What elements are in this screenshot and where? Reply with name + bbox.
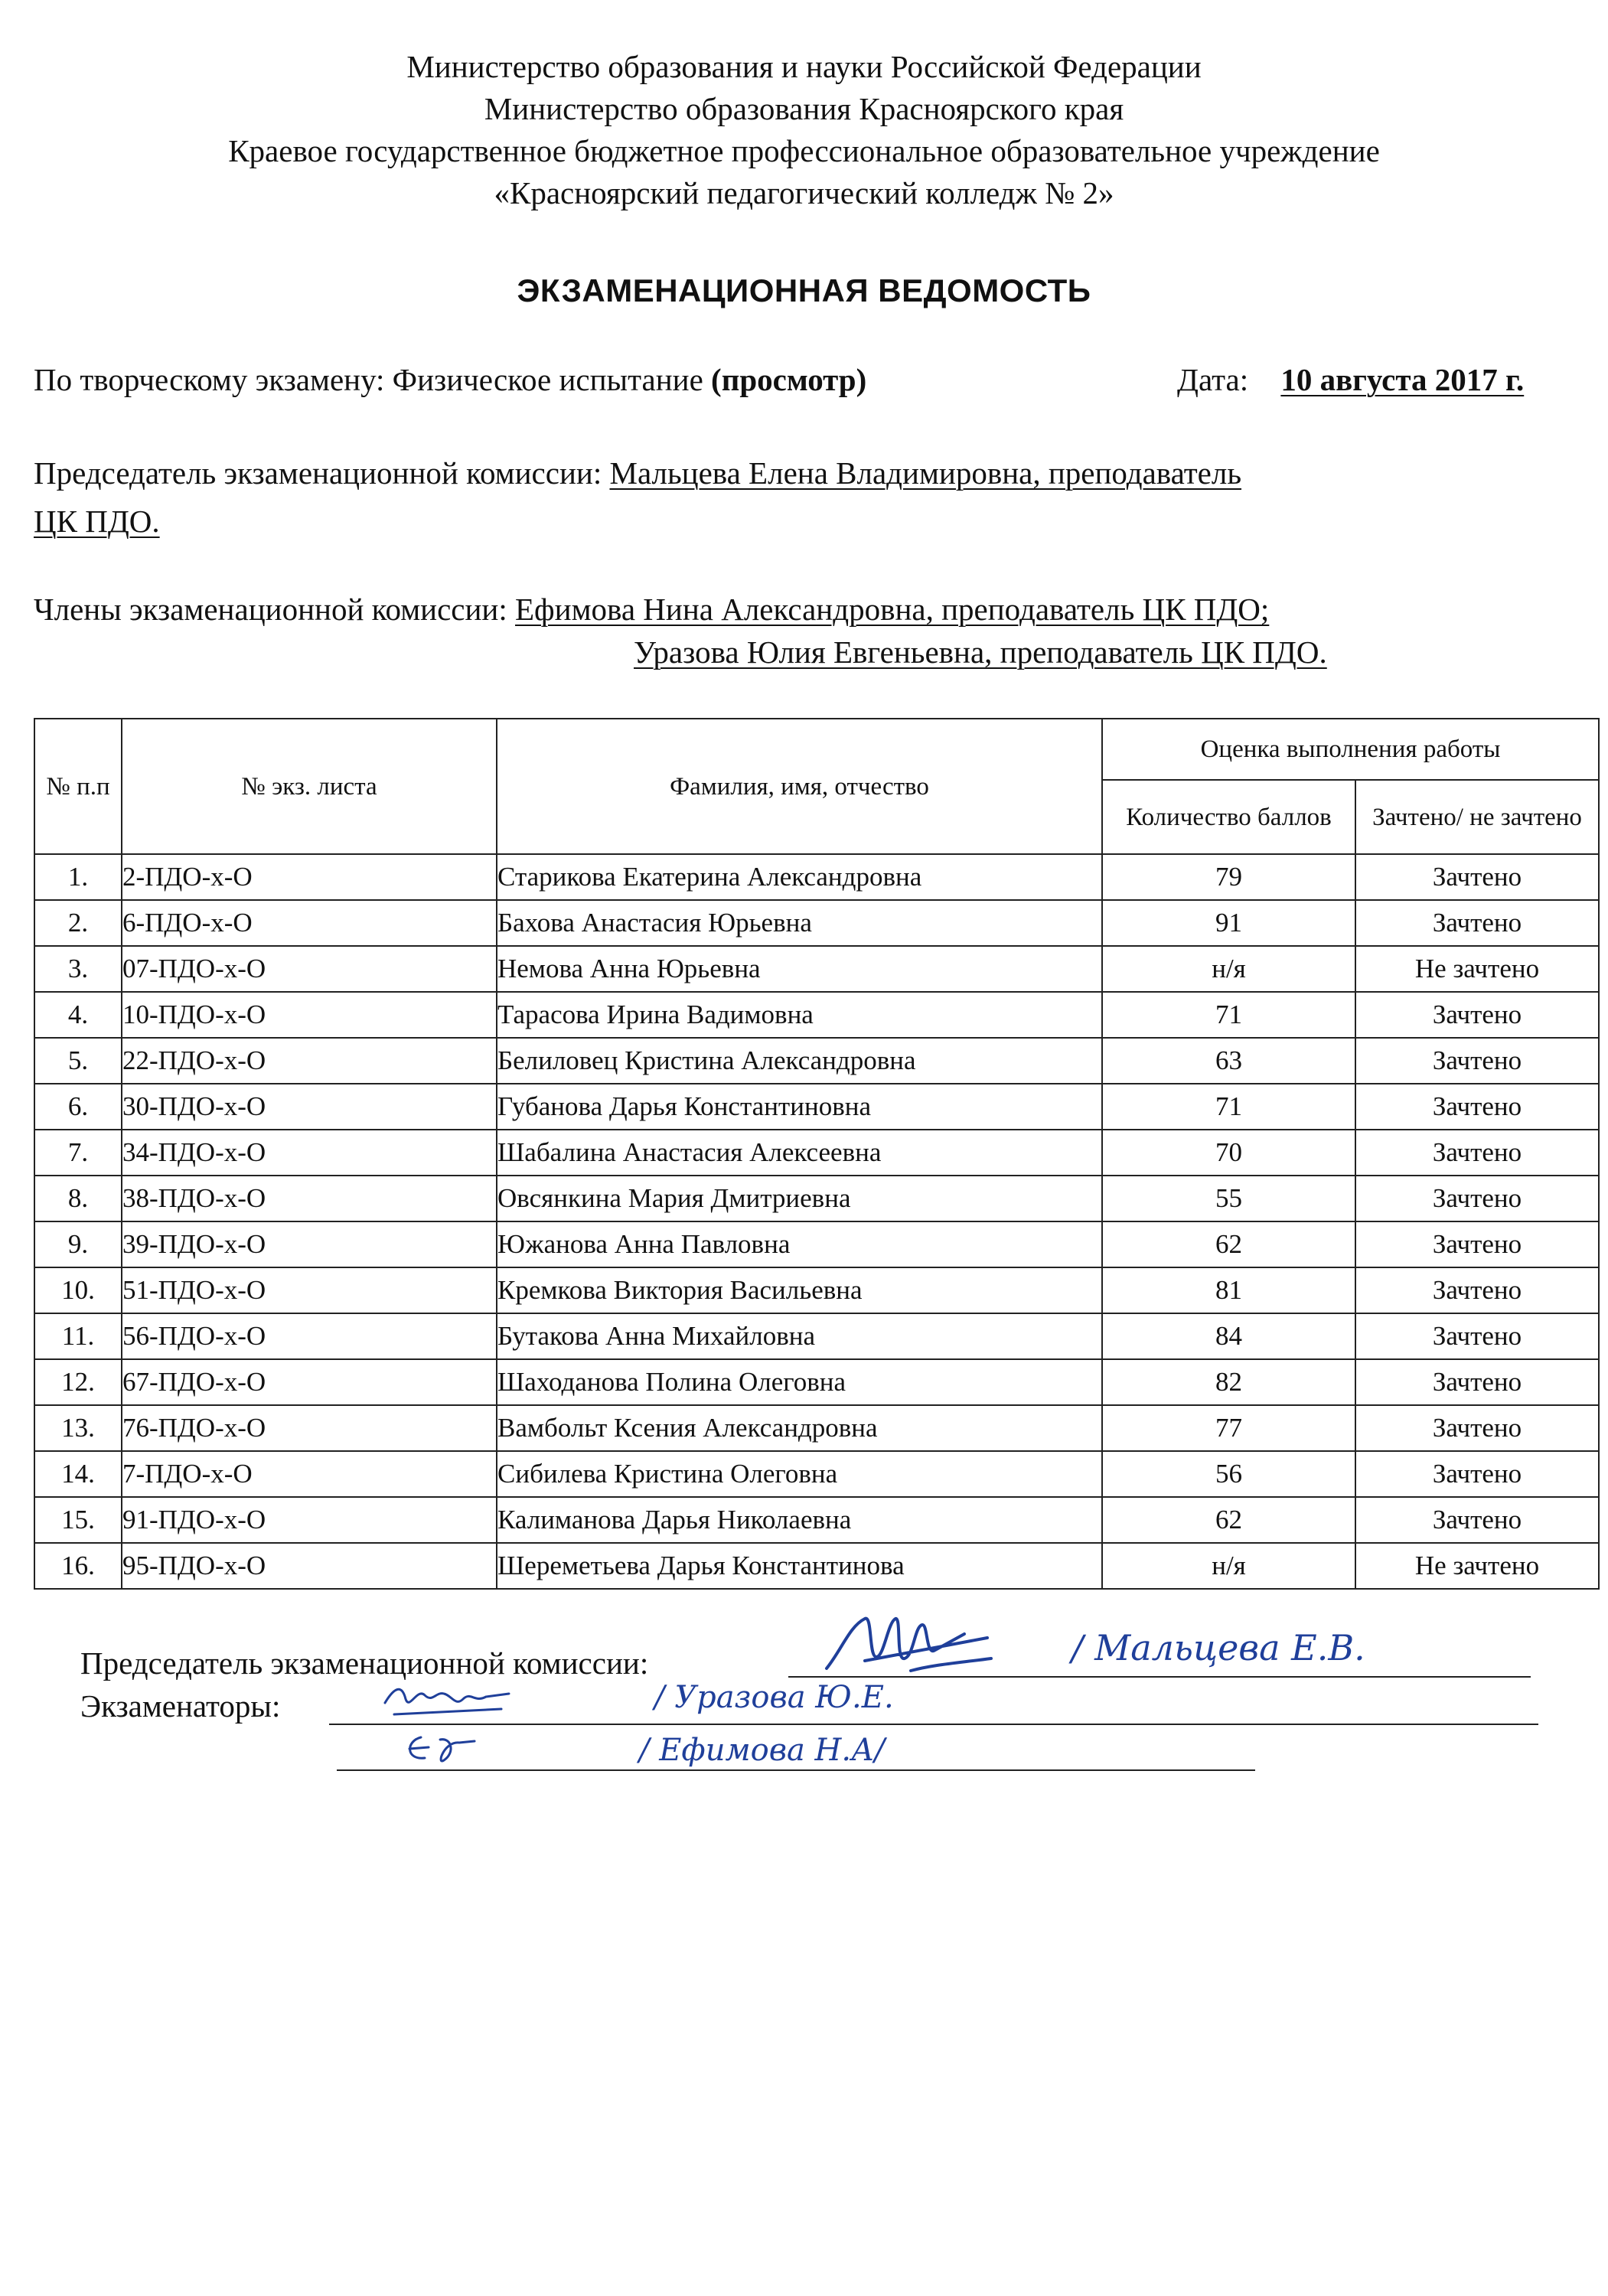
exam-label: По творческому экзамену: Физическое испытание <box>34 362 712 397</box>
score-value: 56 <box>1102 1451 1355 1497</box>
student-name: Калиманова Дарья Николаевна <box>497 1497 1102 1543</box>
student-name: Белиловец Кристина Александровна <box>497 1038 1102 1084</box>
pass-status: Зачтено <box>1355 1038 1599 1084</box>
table-row <box>34 1543 1599 1589</box>
table-row <box>34 854 1599 900</box>
score-value: 62 <box>1102 1497 1355 1543</box>
student-name: Губанова Дарья Константиновна <box>497 1084 1102 1130</box>
row-number: 12. <box>34 1359 122 1405</box>
header-status: Зачтено/ не зачтено <box>1355 780 1599 854</box>
student-name: Шаходанова Полина Олеговна <box>497 1359 1102 1405</box>
header-evaluation: Оценка выполнения работы <box>1102 719 1599 780</box>
score-value: 55 <box>1102 1176 1355 1221</box>
student-name: Тарасова Ирина Вадимовна <box>497 992 1102 1038</box>
examiner-2-handwritten-name: / Ефимова Н.А/ <box>639 1733 885 1768</box>
row-number: 2. <box>34 900 122 946</box>
score-value: 79 <box>1102 854 1355 900</box>
row-number: 4. <box>34 992 122 1038</box>
exam-sheet-number: 56-ПДО-х-О <box>122 1313 497 1359</box>
institution-header <box>0 46 1608 214</box>
table-row <box>34 946 1599 992</box>
student-name: Вамбольт Ксения Александровна <box>497 1405 1102 1451</box>
exam-sheet-number: 10-ПДО-х-О <box>122 992 497 1038</box>
header-name: Фамилия, имя, отчество <box>497 719 1102 854</box>
table-row <box>34 1313 1599 1359</box>
exam-type: (просмотр) <box>711 362 867 397</box>
row-number: 8. <box>34 1176 122 1221</box>
exam-sheet-number: 7-ПДО-х-О <box>122 1451 497 1497</box>
student-name: Сибилева Кристина Олеговна <box>497 1451 1102 1497</box>
pass-status: Зачтено <box>1355 1313 1599 1359</box>
members-line-2 <box>634 632 1327 672</box>
chair-handwritten-name: / Мальцева Е.В. <box>1071 1627 1365 1668</box>
pass-status: Зачтено <box>1355 1176 1599 1221</box>
exam-sheet-number: 34-ПДО-х-О <box>122 1130 497 1176</box>
table-row <box>34 992 1599 1038</box>
student-name: Бутакова Анна Михайловна <box>497 1313 1102 1359</box>
table-row <box>34 1130 1599 1176</box>
pass-status: Зачтено <box>1355 1221 1599 1267</box>
examiner-2-signature <box>398 1726 490 1772</box>
score-value: 63 <box>1102 1038 1355 1084</box>
institution-type: Краевое государственное бюджетное профессиональное образовательное учреждение <box>228 133 1380 168</box>
exam-sheet-number: 91-ПДО-х-О <box>122 1497 497 1543</box>
score-value: 77 <box>1102 1405 1355 1451</box>
pass-status: Не зачтено <box>1355 946 1599 992</box>
row-number: 13. <box>34 1405 122 1451</box>
student-name: Южанова Анна Павловна <box>497 1221 1102 1267</box>
chair-line <box>34 453 1241 493</box>
pass-status: Зачтено <box>1355 1451 1599 1497</box>
exam-sheet-number: 95-ПДО-х-О <box>122 1543 497 1589</box>
results-table <box>34 718 1600 1590</box>
chair-line-2 <box>34 501 160 541</box>
table-row <box>34 1176 1599 1221</box>
student-name: Шабалина Анастасия Алексеевна <box>497 1130 1102 1176</box>
ministry-federal: Министерство образования и науки Российской Федерации <box>406 49 1202 84</box>
student-name: Немова Анна Юрьевна <box>497 946 1102 992</box>
ministry-regional: Министерство образования Красноярского края <box>484 91 1124 126</box>
pass-status: Зачтено <box>1355 1084 1599 1130</box>
row-number: 14. <box>34 1451 122 1497</box>
footer-examiners-label: Экзаменаторы: <box>80 1688 281 1724</box>
pass-status: Зачтено <box>1355 1359 1599 1405</box>
table-row <box>34 1451 1599 1497</box>
table-row <box>34 1267 1599 1313</box>
table-row <box>34 1497 1599 1543</box>
score-value: 82 <box>1102 1359 1355 1405</box>
score-value: 81 <box>1102 1267 1355 1313</box>
pass-status: Зачтено <box>1355 1497 1599 1543</box>
exam-sheet-number: 6-ПДО-х-О <box>122 900 497 946</box>
member-2: Уразова Юлия Евгеньевна, преподаватель ЦК ПДО. <box>634 634 1327 670</box>
table-row <box>34 1221 1599 1267</box>
table-row <box>34 900 1599 946</box>
header-num: № п.п <box>34 719 122 854</box>
date-label: Дата: <box>1177 362 1249 397</box>
chair-label: Председатель экзаменационной комиссии: <box>34 455 610 491</box>
date-value: 10 августа 2017 г. <box>1280 362 1525 397</box>
exam-date <box>1177 360 1524 400</box>
pass-status: Зачтено <box>1355 1130 1599 1176</box>
score-value: н/я <box>1102 1543 1355 1589</box>
row-number: 15. <box>34 1497 122 1543</box>
row-number: 11. <box>34 1313 122 1359</box>
row-number: 5. <box>34 1038 122 1084</box>
members-label: Члены экзаменационной комиссии: <box>34 592 516 627</box>
score-value: 84 <box>1102 1313 1355 1359</box>
exam-sheet-number: 51-ПДО-х-О <box>122 1267 497 1313</box>
score-value: 71 <box>1102 992 1355 1038</box>
document-title: ЭКЗАМЕНАЦИОННАЯ ВЕДОМОСТЬ <box>517 272 1091 308</box>
table-row <box>34 1084 1599 1130</box>
chair-value-cont: ЦК ПДО. <box>34 504 160 539</box>
pass-status: Зачтено <box>1355 854 1599 900</box>
examiner-1-signature <box>379 1672 517 1726</box>
members-line <box>34 589 1269 629</box>
exam-sheet-number: 30-ПДО-х-О <box>122 1084 497 1130</box>
score-value: 70 <box>1102 1130 1355 1176</box>
exam-sheet-number: 76-ПДО-х-О <box>122 1405 497 1451</box>
row-number: 9. <box>34 1221 122 1267</box>
exam-line <box>34 360 866 400</box>
chair-signature <box>819 1603 1003 1684</box>
student-name: Бахова Анастасия Юрьевна <box>497 900 1102 946</box>
exam-sheet-number: 22-ПДО-х-О <box>122 1038 497 1084</box>
student-name: Овсянкина Мария Дмитриевна <box>497 1176 1102 1221</box>
row-number: 10. <box>34 1267 122 1313</box>
table-row <box>34 1038 1599 1084</box>
pass-status: Зачтено <box>1355 1267 1599 1313</box>
pass-status: Зачтено <box>1355 900 1599 946</box>
exam-sheet-number: 2-ПДО-х-О <box>122 854 497 900</box>
exam-sheet-number: 39-ПДО-х-О <box>122 1221 497 1267</box>
pass-status: Зачтено <box>1355 1405 1599 1451</box>
student-name: Старикова Екатерина Александровна <box>497 854 1102 900</box>
score-value: н/я <box>1102 946 1355 992</box>
score-value: 71 <box>1102 1084 1355 1130</box>
score-value: 91 <box>1102 900 1355 946</box>
table-row <box>34 1359 1599 1405</box>
institution-name: «Красноярский педагогический колледж № 2» <box>494 175 1114 210</box>
score-value: 62 <box>1102 1221 1355 1267</box>
student-name: Кремкова Виктория Васильевна <box>497 1267 1102 1313</box>
header-score: Количество баллов <box>1102 780 1355 854</box>
pass-status: Зачтено <box>1355 992 1599 1038</box>
row-number: 7. <box>34 1130 122 1176</box>
chair-value: Мальцева Елена Владимировна, преподаватель <box>609 455 1242 491</box>
exam-sheet-number: 07-ПДО-х-О <box>122 946 497 992</box>
examiner-1-handwritten-name: / Уразова Ю.Е. <box>654 1680 894 1715</box>
header-sheet: № экз. листа <box>122 719 497 854</box>
member-1: Ефимова Нина Александровна, преподаватель ЦК ПДО; <box>515 592 1270 627</box>
footer-chair-label: Председатель экзаменационной комиссии: <box>80 1645 649 1681</box>
student-name: Шереметьева Дарья Константинова <box>497 1543 1102 1589</box>
row-number: 16. <box>34 1543 122 1589</box>
pass-status: Не зачтено <box>1355 1543 1599 1589</box>
exam-sheet-number: 67-ПДО-х-О <box>122 1359 497 1405</box>
exam-sheet-number: 38-ПДО-х-О <box>122 1176 497 1221</box>
row-number: 6. <box>34 1084 122 1130</box>
table-row <box>34 1405 1599 1451</box>
row-number: 1. <box>34 854 122 900</box>
row-number: 3. <box>34 946 122 992</box>
